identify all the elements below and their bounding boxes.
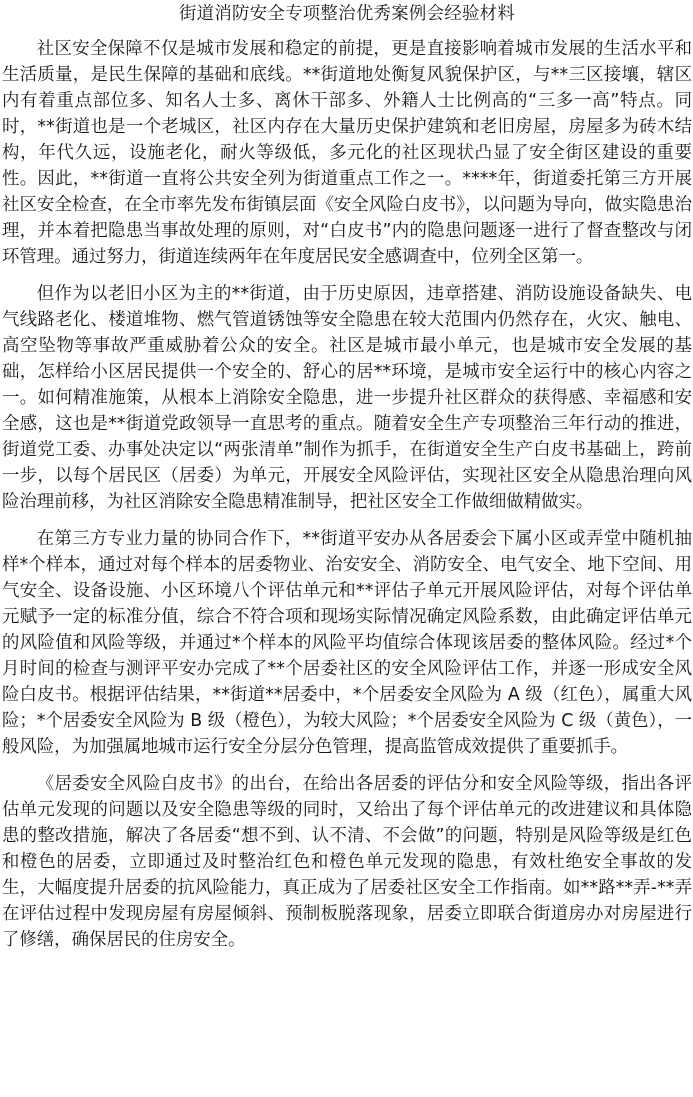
paragraph-risk-assessment: 在第三方专业力量的协同合作下，**街道平安办从各居委会下属小区或弄堂中随机抽样*个样本，通过对每个样本的居委物业、治安安全、消防安全、电气安全、地下空间、用气安全、设备设施、小区环境八个评估单元和**评估子单元开展风险评估，对每个评估单元赋予一定的标准分值，综合不符合项和现场实际情况确定风险系数，由此确定评估单元的风险值和风险等级，并通过*个样本的风险平均值综合体现该居委的整体风险。经过*个月时间的检查与测评平安办完成了**个居委社区的安全风险评估工作，并逐一形成安全风险白皮书。根据评估结果，**街道**居委中，*个居委安全风险为 A 级（红色），属重大风险；*个居委安全风险为 B 级（橙色），为较大风险；*个居委安全风险为 C 级（黄色），一般风险，为加强属地城市运行安全分层分色管理，提高监管成效提供了重要抓手。: [2, 529, 692, 757]
paragraph-white-paper: 《居委安全风险白皮书》的出台，在给出各居委的评估分和安全风险等级，指出各评估单元发现的问题以及安全隐患等级的同时，又给出了每个评估单元的改进建议和具体隐患的整改措施，解决了各居委“想不到、认不清、不会做”的问题，特别是风险等级是红色和橙色的居委，立即通过及时整治红色和橙色单元发现的隐患，有效杜绝安全事故的发生，大幅度提升居委的抗风险能力，真正成为了居委社区安全工作指南。如**路**弄-**弄在评估过程中发现房屋有房屋倾斜、预制板脱落现象，居委立即联合街道房办对房屋进行了修缮，确保居民的住房安全。: [2, 774, 692, 950]
paragraph-community-safety: 社区安全保障不仅是城市发展和稳定的前提，更是直接影响着城市发展的生活水平和生活质量，是民生保障的基础和底线。**街道地处衡复风貌保护区，与**三区接壤，辖区内有着重点部位多、知名人士多、离休干部多、外籍人士比例高的“三多一高”特点。同时，**街道也是一个老城区，社区内存在大量历史保护建筑和老旧房屋，房屋多为砖木结构，年代久远，设施老化，耐火等级低，多元化的社区现状凸显了安全街区建设的重要性。因此，**街道一直将公共安全列为街道重点工作之一。****年，街道委托第三方开展社区安全检查，在全市率先发布街镇层面《安全风险白皮书》，以问题为导向，做实隐患治理，并本着把隐患当事故处理的原则，对“白皮书”内的隐患问题逐一进行了督查整改与闭环管理。通过努力，街道连续两年在年度居民安全感调查中，位列全区第一。: [2, 39, 692, 267]
paragraph-old-community-risks: 但作为以老旧小区为主的**街道，由于历史原因，违章搭建、消防设施设备缺失、电气线路老化、楼道堆物、燃气管道锈蚀等安全隐患在较大范围内仍然存在，火灾、触电、高空坠物等事故严重威胁着公众的安全。社区是城市最小单元，也是城市安全发展的基础，怎样给小区居民提供一个安全的、舒心的居**环境，是城市安全运行中的核心内容之一。如何精准施策，从根本上消除安全隐患，进一步提升社区群众的获得感、幸福感和安全感，这也是**街道党政领导一直思考的重点。随着安全生产专项整治三年行动的推进，街道党工委、办事处决定以“两张清单”制作为抓手，在街道安全生产白皮书基础上，跨前一步，以每个居民区（居委）为单元，开展安全风险评估，实现社区安全从隐患治理向风险治理前移，为社区消除安全隐患精准制导，把社区安全工作做细做精做实。: [2, 284, 692, 512]
document-title: 街道消防安全专项整治优秀案例会经验材料: [178, 4, 516, 24]
